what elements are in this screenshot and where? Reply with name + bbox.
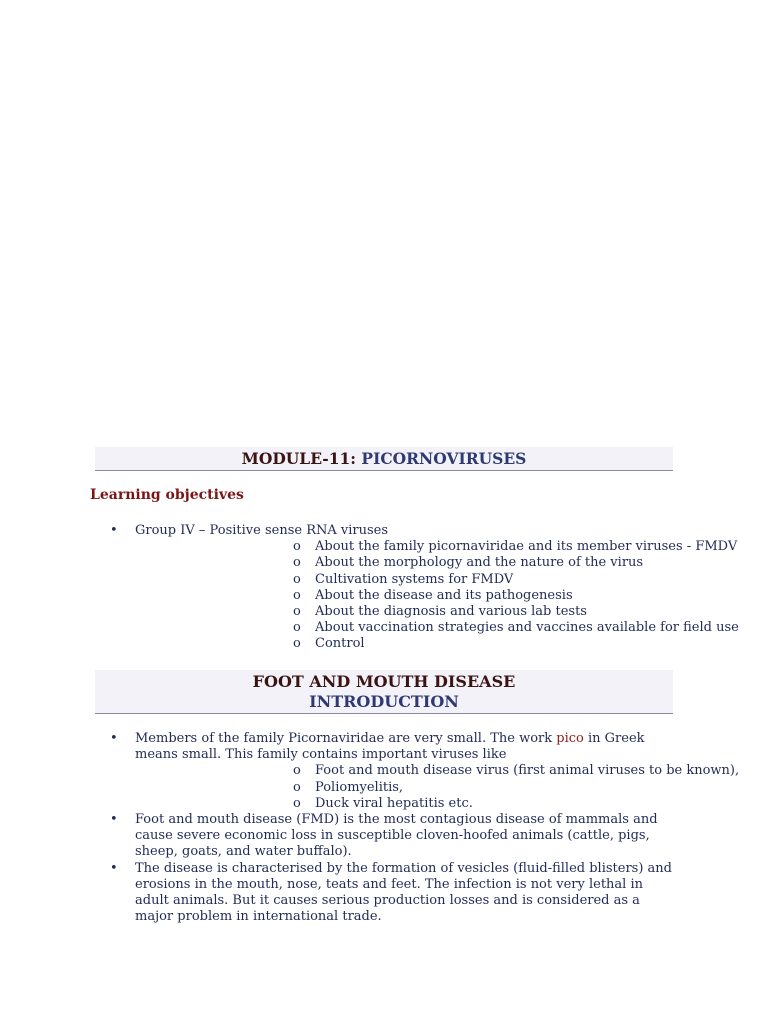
circle-marker-icon: o — [293, 763, 301, 779]
list-item — [0, 523, 739, 653]
sub-list-item-text: Control — [315, 636, 365, 652]
sub-list-item — [135, 796, 768, 812]
module-number: MODULE-11: — [241, 449, 357, 468]
circle-marker-icon: o — [293, 571, 301, 587]
learning-objectives-heading: Learning objectives — [90, 487, 244, 503]
sub-list — [135, 763, 740, 812]
module-title — [95, 447, 673, 470]
intro-text-part: Members of the family Picornaviridae are very small. The work — [135, 731, 557, 746]
circle-marker-icon: o — [293, 620, 301, 636]
list-item-text: The disease is characterised by the formation of vesicles (fluid-filled blisters) and erosions in the mouth, nose, teats and feet. The infection is not very lethal in adult animals. But it causes serious production losses and is considered as a major problem in international trade. — [135, 860, 672, 925]
circle-marker-icon: o — [293, 587, 301, 603]
sub-list-item-text: Duck viral hepatitis etc. — [315, 795, 473, 811]
sub-list-item — [135, 572, 768, 588]
fmd-subtitle: INTRODUCTION — [309, 692, 459, 711]
bullet-icon: • — [110, 812, 118, 828]
sub-list-item — [135, 539, 768, 555]
sub-list-item — [135, 588, 768, 604]
sub-list-item-text: About the diagnosis and various lab tests — [315, 604, 587, 620]
circle-marker-icon: o — [293, 795, 301, 811]
list-item — [0, 812, 680, 861]
highlighted-word: pico — [556, 731, 584, 746]
sub-list-item-text: About vaccination strategies and vaccines available for field use — [315, 620, 739, 636]
bullet-icon: • — [110, 731, 118, 746]
sub-list-item — [135, 620, 768, 636]
sub-list-item — [135, 555, 768, 571]
list-item-text: Group IV – Positive sense RNA viruses — [135, 523, 389, 538]
learning-objectives-list — [0, 523, 739, 653]
list-item — [0, 861, 680, 926]
sub-list-item-text: Cultivation systems for FMDV — [315, 571, 514, 587]
sub-list-item-text: About the family picornaviridae and its member viruses - FMDV — [315, 539, 738, 555]
circle-marker-icon: o — [293, 539, 301, 555]
circle-marker-icon: o — [293, 555, 301, 571]
circle-marker-icon: o — [293, 779, 301, 795]
sub-list-item-text: Foot and mouth disease virus (first animal viruses to be known), — [315, 763, 740, 779]
sub-list-item — [135, 780, 768, 796]
module-title-band — [95, 447, 673, 471]
bullet-icon: • — [110, 860, 118, 876]
sub-list-item-text: About the morphology and the nature of the virus — [315, 555, 644, 571]
introduction-list — [0, 731, 740, 925]
fmd-title-band — [95, 670, 673, 714]
circle-marker-icon: o — [293, 636, 301, 652]
sub-list-item — [135, 763, 768, 779]
module-name: PICORNOVIRUSES — [361, 449, 527, 468]
list-item-text: Foot and mouth disease (FMD) is the most contagious disease of mammals and cause severe economic loss in susceptible cloven-hoofed animals (cattle, pigs, sheep, goats, and water buffalo). — [135, 812, 658, 860]
intro-text-part: in Greek means small. This family contains important viruses like — [135, 731, 645, 763]
sub-list — [135, 539, 739, 652]
list-item — [0, 731, 740, 812]
bullet-icon: • — [110, 523, 118, 538]
sub-list-item — [135, 636, 768, 652]
sub-list-item-text: About the disease and its pathogenesis — [315, 587, 573, 603]
sub-list-item — [135, 604, 768, 620]
fmd-title: FOOT AND MOUTH DISEASE — [252, 672, 516, 691]
sub-list-item-text: Poliomyelitis, — [315, 779, 404, 795]
circle-marker-icon: o — [293, 604, 301, 620]
